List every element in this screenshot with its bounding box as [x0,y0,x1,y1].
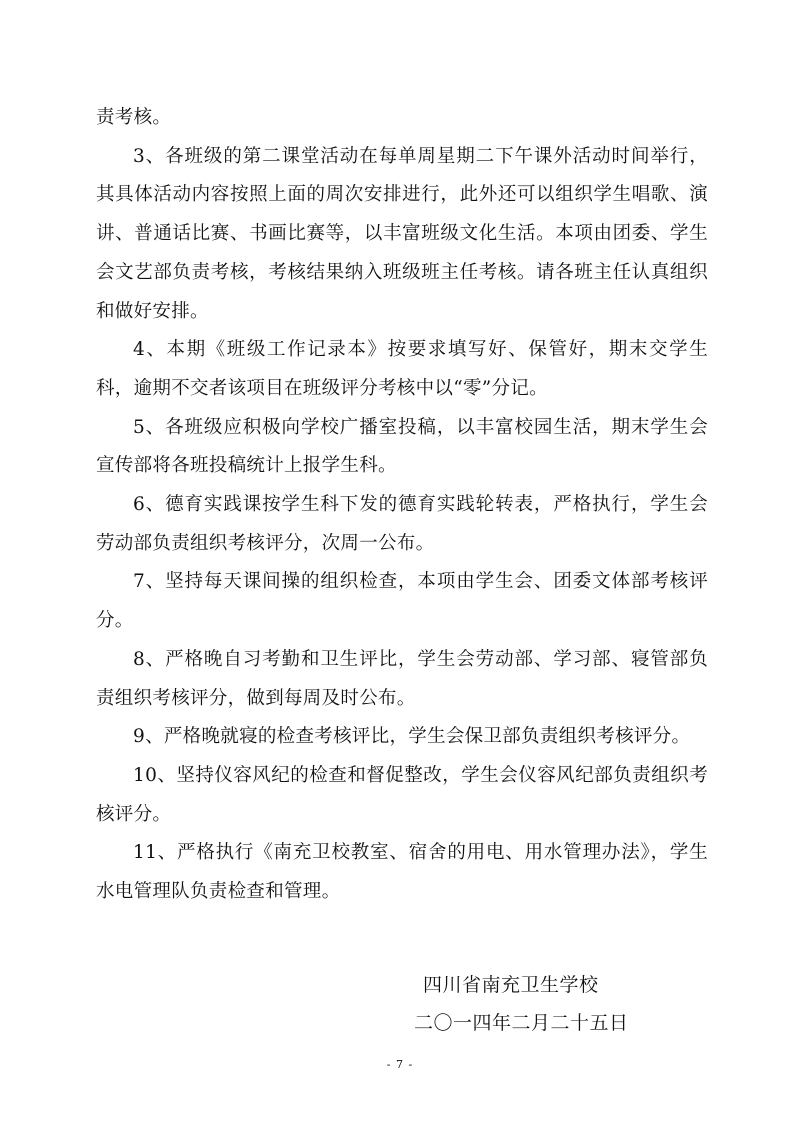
signature-date: 二〇一四年二月二十五日 [414,1012,629,1034]
paragraph-item-5: 5、各班级应积极向学校广播室投稿，以丰富校园生活，期末学生会宣传部将各班投稿统计上报学生科。 [96,416,708,477]
paragraph-item-10: 10、坚持仪容风纪的检查和督促整改，学生会仪容风纪部负责组织考核评分。 [96,764,708,825]
page-number: - 7 - [386,1058,414,1071]
paragraph-item-7: 7、坚持每天课间操的组织检查，本项由学生会、团委文体部考核评分。 [96,571,708,632]
paragraph-item-8: 8、严格晚自习考勤和卫生评比，学生会劳动部、学习部、寝管部负责组织考核评分，做到每周及时公布。 [96,648,708,709]
paragraph-item-9: 9、严格晚就寝的检查考核评比，学生会保卫部负责组织考核评分。 [133,726,691,748]
paragraph-item-4: 4、本期《班级工作记录本》按要求填写好、保管好，期末交学生科，逾期不交者该项目在班级评分考核中以“零”分记。 [96,339,708,399]
document-body [96,99,708,912]
paragraph-item-6: 6、德育实践课按学生科下发的德育实践轮转表，严格执行，学生会劳动部负责组织考核评分，次周一公布。 [96,494,708,554]
paragraph-item-11: 11、严格执行《南充卫校教室、宿舍的用电、用水管理办法》，学生水电管理队负责检查和管理。 [96,842,708,903]
paragraph-continuation: 责考核。 [96,107,172,128]
paragraph-item-3: 3、各班级的第二课堂活动在每单周星期二下午课外活动时间举行，其具体活动内容按照上面的周次安排进行，此外还可以组织学生唱歌、演讲、普通话比赛、书画比赛等，以丰富班级文化生活。本项由团委、学生会文艺部负责考核，考核结果纳入班级班主任考核。请各班主任认真组织和做好安排。 [96,145,708,322]
signature-organization: 四川省南充卫生学校 [423,974,599,996]
